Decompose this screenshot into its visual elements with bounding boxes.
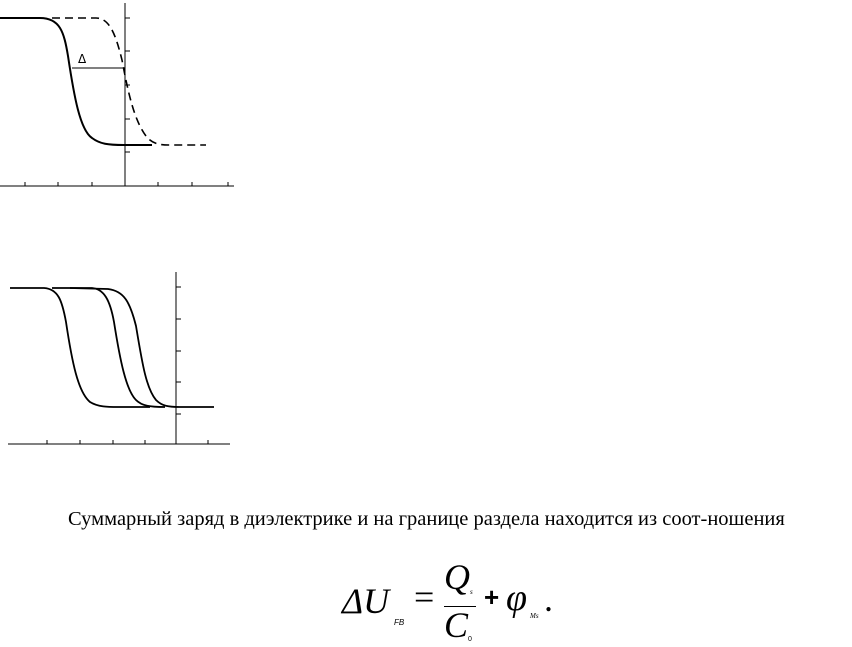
formula-plus: + <box>484 582 500 612</box>
formula-sub-fb: FB <box>394 618 405 627</box>
fig1-x-ticks <box>25 182 228 186</box>
figure-1 <box>0 3 234 186</box>
formula-sub-s: s <box>470 588 473 596</box>
formula-period: . <box>544 579 553 619</box>
formula <box>342 556 572 646</box>
formula-phi: φ <box>506 577 528 619</box>
fig2-curve-2 <box>52 288 165 407</box>
figure-2 <box>8 272 230 444</box>
formula-sub-ms: Ms <box>530 612 539 620</box>
formula-numerator: Q <box>444 557 470 597</box>
fig2-y-ticks <box>176 287 181 414</box>
formula-delta-u: ΔU <box>342 581 390 621</box>
formula-sub-0: 0 <box>468 636 472 643</box>
formula-equals: = <box>414 577 435 617</box>
fig2-curve-3 <box>70 288 214 407</box>
formula-denominator: C <box>444 605 469 645</box>
body-paragraph: Суммарный заряд в диэлектрике и на границе раздела находится из соот-ношения <box>68 508 785 530</box>
fig1-delta-label: Δ <box>78 52 87 66</box>
fig1-solid-curve <box>0 18 152 145</box>
fig1-dashed-curve <box>52 18 206 145</box>
fig2-x-ticks <box>47 440 208 444</box>
